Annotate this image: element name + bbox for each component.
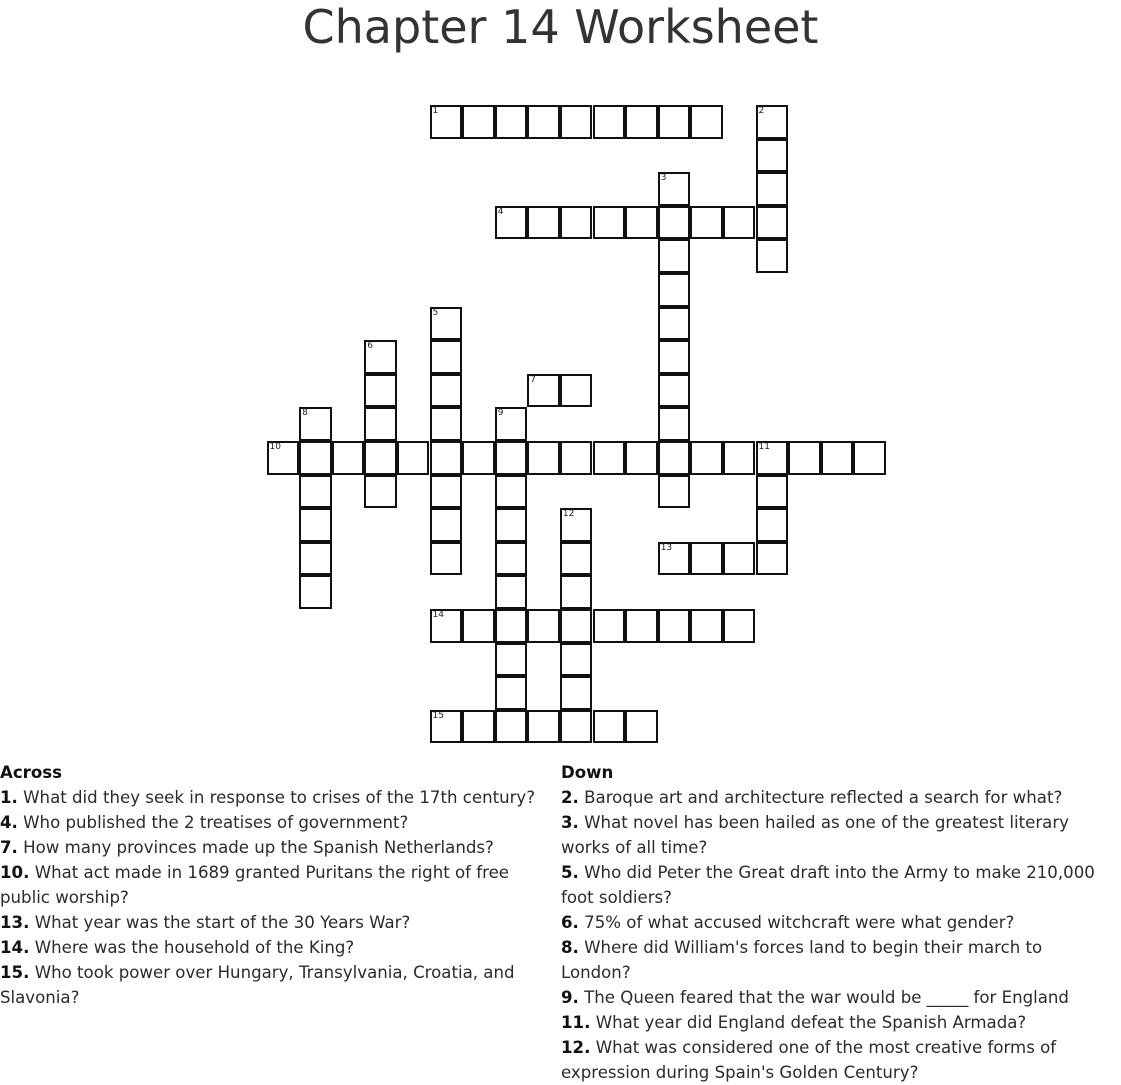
- down-clues: [561, 760, 1117, 1085]
- crossword-cell[interactable]: [658, 441, 691, 475]
- crossword-cell[interactable]: [430, 340, 463, 374]
- clue-text: What year did England defeat the Spanish Armada?: [595, 1013, 1027, 1032]
- clue-text: What act made in 1689 granted Puritans the right of free public worship?: [0, 863, 509, 907]
- down-clue-3: [561, 810, 1117, 860]
- crossword-cell[interactable]: [625, 710, 658, 744]
- crossword-cell[interactable]: [593, 441, 626, 475]
- crossword-cell[interactable]: [658, 172, 691, 206]
- crossword-cell[interactable]: [658, 609, 691, 643]
- clue-number: 5.: [561, 863, 579, 882]
- crossword-cell[interactable]: [299, 542, 332, 576]
- down-clue-8: [561, 935, 1117, 985]
- crossword-cell[interactable]: [625, 206, 658, 240]
- crossword-cell[interactable]: [527, 710, 560, 744]
- crossword-cell[interactable]: [593, 105, 626, 139]
- crossword-cell[interactable]: [658, 374, 691, 408]
- crossword-cell[interactable]: [495, 609, 528, 643]
- across-clues: [0, 760, 556, 1010]
- crossword-cell[interactable]: [495, 676, 528, 710]
- crossword-cell[interactable]: [267, 441, 300, 475]
- crossword-cell[interactable]: [495, 575, 528, 609]
- crossword-cell[interactable]: [756, 475, 789, 509]
- clue-number: 9.: [561, 988, 579, 1007]
- crossword-cell[interactable]: [658, 542, 691, 576]
- cell-number: 13: [660, 542, 673, 553]
- crossword-cell[interactable]: [364, 407, 397, 441]
- crossword-cell[interactable]: [430, 441, 463, 475]
- crossword-cell[interactable]: [430, 542, 463, 576]
- crossword-cell[interactable]: [560, 542, 593, 576]
- across-heading: Across: [0, 763, 63, 782]
- crossword-cell[interactable]: [756, 172, 789, 206]
- clue-text: How many provinces made up the Spanish Netherlands?: [23, 838, 494, 857]
- crossword-cell[interactable]: [430, 475, 463, 509]
- crossword-cell[interactable]: [723, 441, 756, 475]
- clue-number: 4.: [0, 813, 18, 832]
- crossword-cell[interactable]: [690, 441, 723, 475]
- crossword-cell[interactable]: [756, 441, 789, 475]
- cell-number: 14: [432, 610, 444, 620]
- crossword-cell[interactable]: [690, 542, 723, 576]
- crossword-cell[interactable]: [690, 609, 723, 643]
- crossword-cell[interactable]: [495, 508, 528, 542]
- clue-number: 13.: [0, 913, 30, 932]
- clue-text: What year was the start of the 30 Years War?: [34, 913, 411, 932]
- crossword-cell[interactable]: [853, 441, 886, 475]
- clue-number: 2.: [561, 788, 579, 807]
- crossword-cell[interactable]: [593, 710, 626, 744]
- clue-text: Who took power over Hungary, Transylvania, Croatia, and Slavonia?: [0, 963, 515, 1007]
- crossword-cell[interactable]: [723, 542, 756, 576]
- crossword-cell[interactable]: [560, 609, 593, 643]
- crossword-cell[interactable]: [560, 676, 593, 710]
- crossword-cell[interactable]: [495, 105, 528, 139]
- clue-number: 12.: [561, 1038, 591, 1057]
- crossword-cell[interactable]: [756, 542, 789, 576]
- crossword-cell[interactable]: [364, 475, 397, 509]
- clue-text: Baroque art and architecture reflected a search for what?: [584, 788, 1063, 807]
- crossword-cell[interactable]: [593, 609, 626, 643]
- cell-number: 12: [562, 509, 575, 520]
- cell-number: 1: [432, 106, 439, 116]
- crossword-cell[interactable]: [527, 441, 560, 475]
- crossword-cell[interactable]: [821, 441, 854, 475]
- down-clue-6: [561, 910, 1117, 935]
- crossword-cell[interactable]: [462, 441, 495, 475]
- crossword-cell[interactable]: [756, 139, 789, 173]
- clue-text: What was considered one of the most creative forms of expression during Spain's Golden Century?: [561, 1038, 1057, 1082]
- crossword-cell[interactable]: [332, 441, 365, 475]
- crossword-cell[interactable]: [495, 206, 528, 240]
- crossword-cell[interactable]: [430, 710, 463, 744]
- cell-number: 3: [660, 173, 667, 184]
- cell-number: 15: [432, 710, 444, 721]
- crossword-cell[interactable]: [560, 441, 593, 475]
- crossword-cell[interactable]: [625, 105, 658, 139]
- crossword-cell[interactable]: [527, 105, 560, 139]
- crossword-cell[interactable]: [299, 575, 332, 609]
- crossword-cell[interactable]: [495, 475, 528, 509]
- crossword-cell[interactable]: [658, 340, 691, 374]
- cell-number: 8: [302, 408, 308, 419]
- crossword-cell[interactable]: [756, 239, 789, 273]
- crossword-cell[interactable]: [495, 643, 528, 677]
- clue-text: 75% of what accused witchcraft were what gender?: [584, 913, 1015, 932]
- clue-number: 8.: [561, 938, 579, 957]
- crossword-cell[interactable]: [462, 710, 495, 744]
- crossword-cell[interactable]: [560, 206, 593, 240]
- across-clue-1: [0, 785, 556, 810]
- across-clue-7: [0, 835, 556, 860]
- crossword-cell[interactable]: [430, 105, 463, 139]
- crossword-cell[interactable]: [756, 105, 789, 139]
- cell-number: 7: [530, 374, 537, 385]
- across-clue-15: [0, 960, 556, 1010]
- crossword-cell[interactable]: [299, 441, 332, 475]
- clue-text: What did they seek in response to crises of the 17th century?: [23, 788, 536, 807]
- down-heading: Down: [561, 763, 614, 782]
- clue-text: Where did William's forces land to begin their march to London?: [561, 938, 1043, 982]
- crossword-cell[interactable]: [560, 575, 593, 609]
- down-clue-9: [561, 985, 1117, 1010]
- crossword-cell[interactable]: [299, 508, 332, 542]
- down-clue-5: [561, 860, 1117, 910]
- crossword-cell[interactable]: [299, 475, 332, 509]
- clue-number: 1.: [0, 788, 18, 807]
- cell-number: 5: [432, 307, 439, 318]
- crossword-cell[interactable]: [658, 407, 691, 441]
- crossword-cell[interactable]: [560, 710, 593, 744]
- cell-number: 10: [269, 442, 281, 452]
- clue-text: Who published the 2 treatises of government?: [23, 813, 409, 832]
- crossword-cell[interactable]: [364, 441, 397, 475]
- clue-number: 10.: [0, 863, 30, 882]
- crossword-cell[interactable]: [430, 407, 463, 441]
- crossword-cell[interactable]: [430, 374, 463, 408]
- down-clue-2: [561, 785, 1117, 810]
- clue-number: 7.: [0, 838, 18, 857]
- clue-text: The Queen feared that the war would be _____ for England: [584, 988, 1069, 1007]
- crossword-cell[interactable]: [462, 105, 495, 139]
- clue-text: Where was the household of the King?: [34, 938, 355, 957]
- clue-number: 3.: [561, 813, 579, 832]
- crossword-cell[interactable]: [527, 206, 560, 240]
- down-clue-11: [561, 1010, 1117, 1035]
- crossword-cell[interactable]: [364, 374, 397, 408]
- crossword-cell[interactable]: [560, 643, 593, 677]
- crossword-cell[interactable]: [495, 441, 528, 475]
- page-title: Chapter 14 Worksheet: [302, 0, 819, 54]
- crossword-cell[interactable]: [625, 609, 658, 643]
- cell-number: 6: [367, 341, 374, 352]
- crossword-cell[interactable]: [364, 340, 397, 374]
- crossword-cell[interactable]: [788, 441, 821, 475]
- crossword-cell[interactable]: [527, 609, 560, 643]
- crossword-cell[interactable]: [625, 441, 658, 475]
- crossword-cell[interactable]: [593, 206, 626, 240]
- crossword-cell[interactable]: [658, 307, 691, 341]
- across-clue-13: [0, 910, 556, 935]
- crossword-cell[interactable]: [462, 609, 495, 643]
- crossword-cell[interactable]: [658, 206, 691, 240]
- across-clue-14: [0, 935, 556, 960]
- cell-number: 11: [758, 442, 770, 452]
- crossword-cell[interactable]: [397, 441, 430, 475]
- cell-number: 2: [758, 106, 765, 116]
- down-clue-12: [561, 1035, 1117, 1085]
- crossword-cell[interactable]: [723, 609, 756, 643]
- crossword-cell[interactable]: [723, 206, 756, 240]
- clue-number: 6.: [561, 913, 579, 932]
- crossword-cell[interactable]: [527, 374, 560, 408]
- clue-text: Who did Peter the Great draft into the Army to make 210,000 foot soldiers?: [561, 863, 1095, 907]
- clue-text: What novel has been hailed as one of the greatest literary works of all time?: [561, 813, 1069, 857]
- crossword-cell[interactable]: [658, 105, 691, 139]
- crossword-cell[interactable]: [690, 105, 723, 139]
- crossword-cell[interactable]: [690, 206, 723, 240]
- crossword-cell[interactable]: [658, 475, 691, 509]
- crossword-cell[interactable]: [756, 206, 789, 240]
- crossword-cell[interactable]: [299, 407, 332, 441]
- crossword-cell[interactable]: [495, 407, 528, 441]
- crossword-cell[interactable]: [756, 508, 789, 542]
- clue-number: 11.: [561, 1013, 591, 1032]
- crossword-cell[interactable]: [658, 239, 691, 273]
- crossword-cell[interactable]: [658, 273, 691, 307]
- crossword-cell[interactable]: [560, 105, 593, 139]
- crossword-cell[interactable]: [430, 609, 463, 643]
- crossword-cell[interactable]: [495, 710, 528, 744]
- crossword-cell[interactable]: [560, 508, 593, 542]
- clue-number: 14.: [0, 938, 30, 957]
- crossword-cell[interactable]: [560, 374, 593, 408]
- across-clue-10: [0, 860, 556, 910]
- across-clue-4: [0, 810, 556, 835]
- cell-number: 4: [497, 206, 504, 217]
- crossword-cell[interactable]: [430, 508, 463, 542]
- crossword-cell[interactable]: [495, 542, 528, 576]
- crossword-cell[interactable]: [430, 307, 463, 341]
- clue-number: 15.: [0, 963, 30, 982]
- cell-number: 9: [497, 408, 504, 419]
